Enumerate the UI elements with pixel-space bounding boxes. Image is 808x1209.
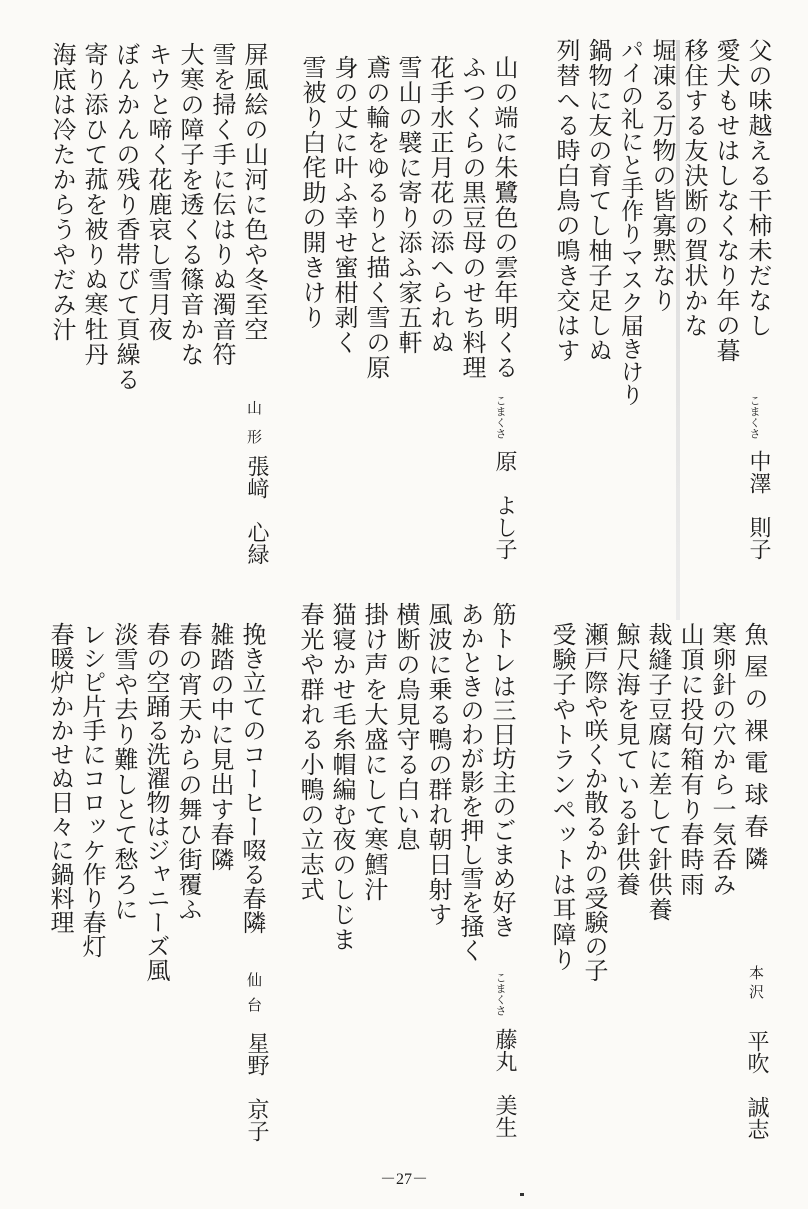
- author-name: 原 よし子: [492, 450, 517, 560]
- poem-line: ふつくらの黒豆母のせち料理: [458, 55, 486, 380]
- poem-line: 雪を掃く手に伝はりぬ濁音符: [208, 42, 236, 367]
- poem-line: あかときのわが影を押し雪を掻く: [456, 602, 484, 962]
- poem-line: 受験子やトランペットは耳障り: [548, 622, 576, 972]
- author-name: 平吹 誠志: [744, 1030, 769, 1140]
- poem-line: 挽き立てのコーヒー啜る春隣: [238, 622, 266, 934]
- poem-line: 淡雪や去り難しとて愁ろに: [110, 622, 138, 922]
- poem-line: 横断の烏見守る白い息: [392, 602, 420, 852]
- poem-line: 海底は冷たからうやだみ汁: [48, 42, 76, 342]
- author-name: 張﨑 心緑: [244, 455, 269, 565]
- group-ruby: こまくさ: [494, 395, 507, 439]
- author-name: 藤丸 美生: [492, 1028, 517, 1138]
- poem-line: 春暖炉かかせぬ日々に鍋料理: [46, 622, 74, 934]
- poem-line: 春の宵天からの舞ひ街覆ふ: [174, 622, 202, 922]
- author-location: 本沢: [747, 965, 765, 1003]
- poem-line: 雑踏の中に見出す春隣: [206, 622, 234, 872]
- poem-line: 瀬戸際や咲くか散るかの受験の子: [580, 622, 608, 982]
- group-ruby: こまくさ: [494, 972, 507, 1016]
- poem-line: 春光や群れる小鴨の立志式: [296, 602, 324, 902]
- poem-line: ぼんかんの残り香帯びて頁繰る: [112, 42, 140, 392]
- author-name: 星野 京子: [244, 1032, 269, 1142]
- poem-line: 春の空踊る洗濯物はジャニーズ風: [142, 622, 170, 982]
- poem-line: 掛け声を大盛にして寒鱈汁: [360, 602, 388, 902]
- poem-line: 雪被り白侘助の開きけり: [298, 55, 326, 330]
- poem-line: 父の味越える干柿未だなし: [744, 38, 772, 338]
- author-location: 山形: [245, 400, 263, 458]
- poem-line: 筋トレは三日坊主のごまめ好き: [488, 602, 516, 938]
- poem-line: 列替へる時白鳥の鳴き交はす: [552, 38, 580, 363]
- author-name: 中澤 則子: [746, 450, 771, 560]
- poem-line: 移住する友決断の賀状かな: [680, 38, 708, 338]
- poem-line: レシピ片手にコロッケ作り春灯: [78, 622, 106, 958]
- poem-line: パイの礼にと手作りマスク届きけり: [617, 38, 643, 406]
- print-speck: [520, 1193, 524, 1196]
- poem-line: 魚屋の裸電球春隣: [740, 622, 768, 878]
- poem-line: 鳶の輪をゆるりと描く雪の原: [362, 55, 390, 380]
- poem-line: 花手水正月花の添へられぬ: [426, 55, 454, 355]
- author-location: 仙台: [245, 972, 263, 1022]
- poem-line: キウと啼く花鹿哀し雪月夜: [144, 42, 172, 342]
- poem-line: 身の丈に叶ふ幸せ蜜柑剥く: [330, 55, 358, 355]
- poem-line: 雪山の襞に寄り添ふ家五軒: [394, 55, 422, 355]
- page-number: －27－: [379, 1171, 428, 1188]
- poem-line: 風波に乗る鴨の群れ朝日射す: [424, 602, 452, 927]
- poem-line: 寒卵針の穴から一気呑み: [708, 622, 736, 897]
- poem-line: 堀凍る万物の皆寡黙なり: [648, 38, 676, 313]
- poem-line: 山頂に投句箱有り春時雨: [676, 622, 704, 897]
- poem-line: 大寒の障子を透くる篠音かな: [176, 42, 204, 367]
- poem-line: 猫寝かせ毛糸帽編む夜のしじま: [328, 602, 356, 952]
- group-ruby: こまくさ: [748, 395, 761, 439]
- poem-line: 愛犬もせはしなくなり年の暮: [712, 38, 740, 363]
- poem-line: 屏風絵の山河に色や冬至空: [240, 42, 268, 342]
- poem-line: 裁縫子豆腐に差して針供養: [644, 622, 672, 922]
- poem-line: 鍋物に友の育てし柚子足しぬ: [584, 38, 612, 363]
- poem-line: 鯨尺海を見ている針供養: [612, 622, 640, 897]
- poem-line: 山の端に朱鷺色の雲年明くる: [490, 55, 518, 380]
- poem-line: 寄り添ひて菰を被りぬ寒牡丹: [80, 42, 108, 367]
